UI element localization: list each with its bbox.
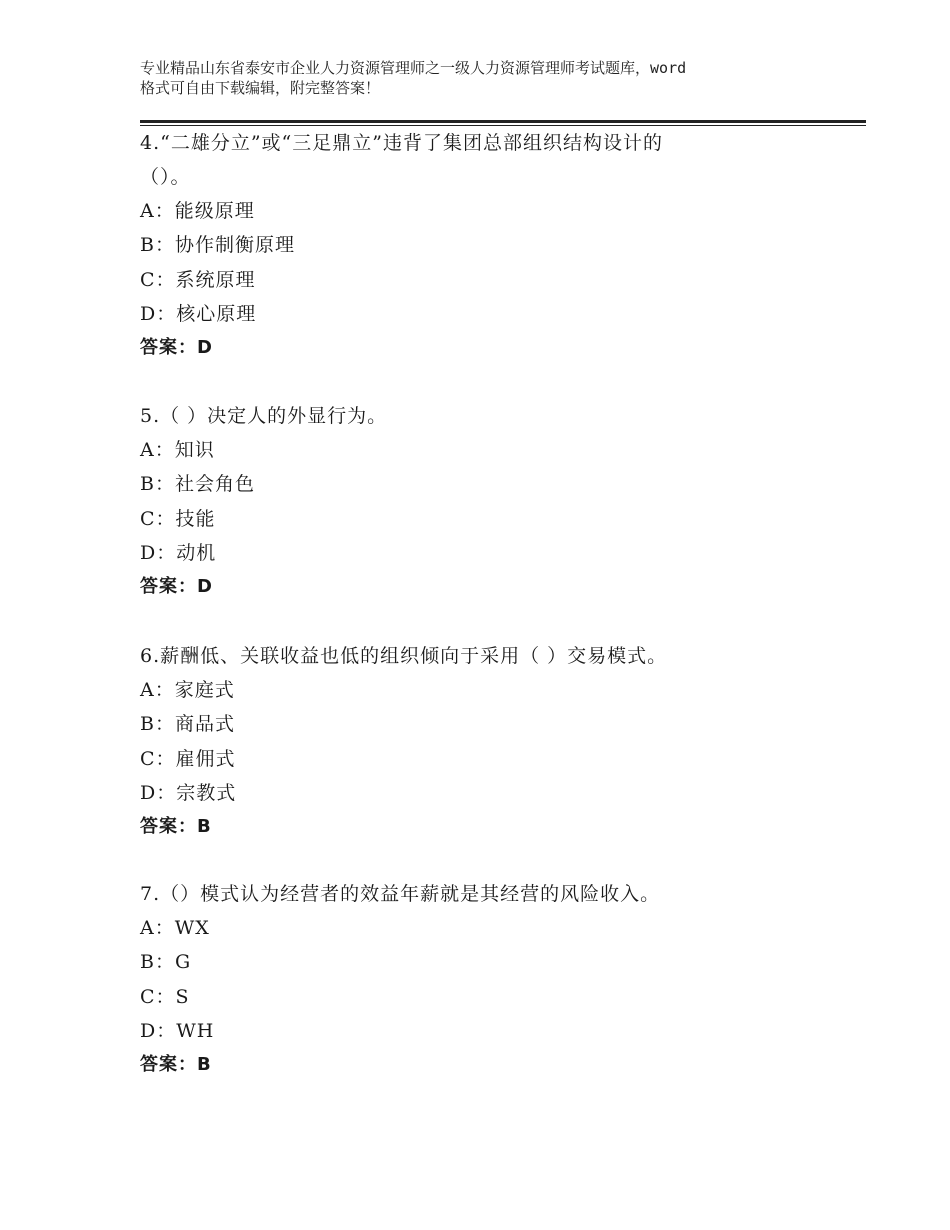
option-c: C：技能 bbox=[140, 507, 216, 530]
question-stem: 5.（ ）决定人的外显行为。 bbox=[140, 405, 388, 427]
option-d: D：核心原理 bbox=[140, 302, 257, 325]
option-a: A：家庭式 bbox=[140, 679, 235, 701]
option-c: C：系统原理 bbox=[140, 268, 256, 291]
option-a: A：知识 bbox=[140, 439, 215, 461]
answer: 答案：B bbox=[140, 816, 212, 838]
question-5 bbox=[140, 399, 840, 604]
answer: 答案：D bbox=[140, 576, 213, 598]
header-line-2: 格式可自由下载编辑，附完整答案！ bbox=[140, 79, 381, 97]
question-stem: 6.薪酬低、关联收益也低的组织倾向于采用（ ）交易模式。 bbox=[140, 645, 668, 667]
question-4 bbox=[140, 126, 840, 365]
option-a: A：WX bbox=[140, 917, 210, 939]
header-rule-thick bbox=[140, 120, 866, 123]
header-line-1: 专业精品山东省泰安市企业人力资源管理师之一级人力资源管理师考试题库，word bbox=[140, 59, 687, 77]
document-header bbox=[140, 58, 840, 98]
option-b: B：商品式 bbox=[140, 713, 235, 736]
option-b: B：G bbox=[140, 951, 192, 974]
option-b: B：协作制衡原理 bbox=[140, 234, 295, 257]
question-7 bbox=[140, 877, 840, 1082]
answer: 答案：D bbox=[140, 337, 213, 359]
option-b: B：社会角色 bbox=[140, 473, 255, 496]
option-d: D：WH bbox=[140, 1019, 215, 1042]
option-d: D：动机 bbox=[140, 541, 217, 564]
answer: 答案：B bbox=[140, 1054, 212, 1076]
option-c: C：S bbox=[140, 985, 190, 1008]
option-d: D：宗教式 bbox=[140, 781, 237, 804]
question-6 bbox=[140, 639, 840, 844]
option-c: C：雇佣式 bbox=[140, 747, 236, 770]
question-stem-continued: （）。 bbox=[140, 166, 191, 188]
question-stem: 7.（）模式认为经营者的效益年薪就是其经营的风险收入。 bbox=[140, 883, 661, 905]
question-stem: 4.“二雄分立”或“三足鼎立”违背了集团总部组织结构设计的 bbox=[140, 132, 663, 154]
option-a: A：能级原理 bbox=[140, 200, 255, 222]
